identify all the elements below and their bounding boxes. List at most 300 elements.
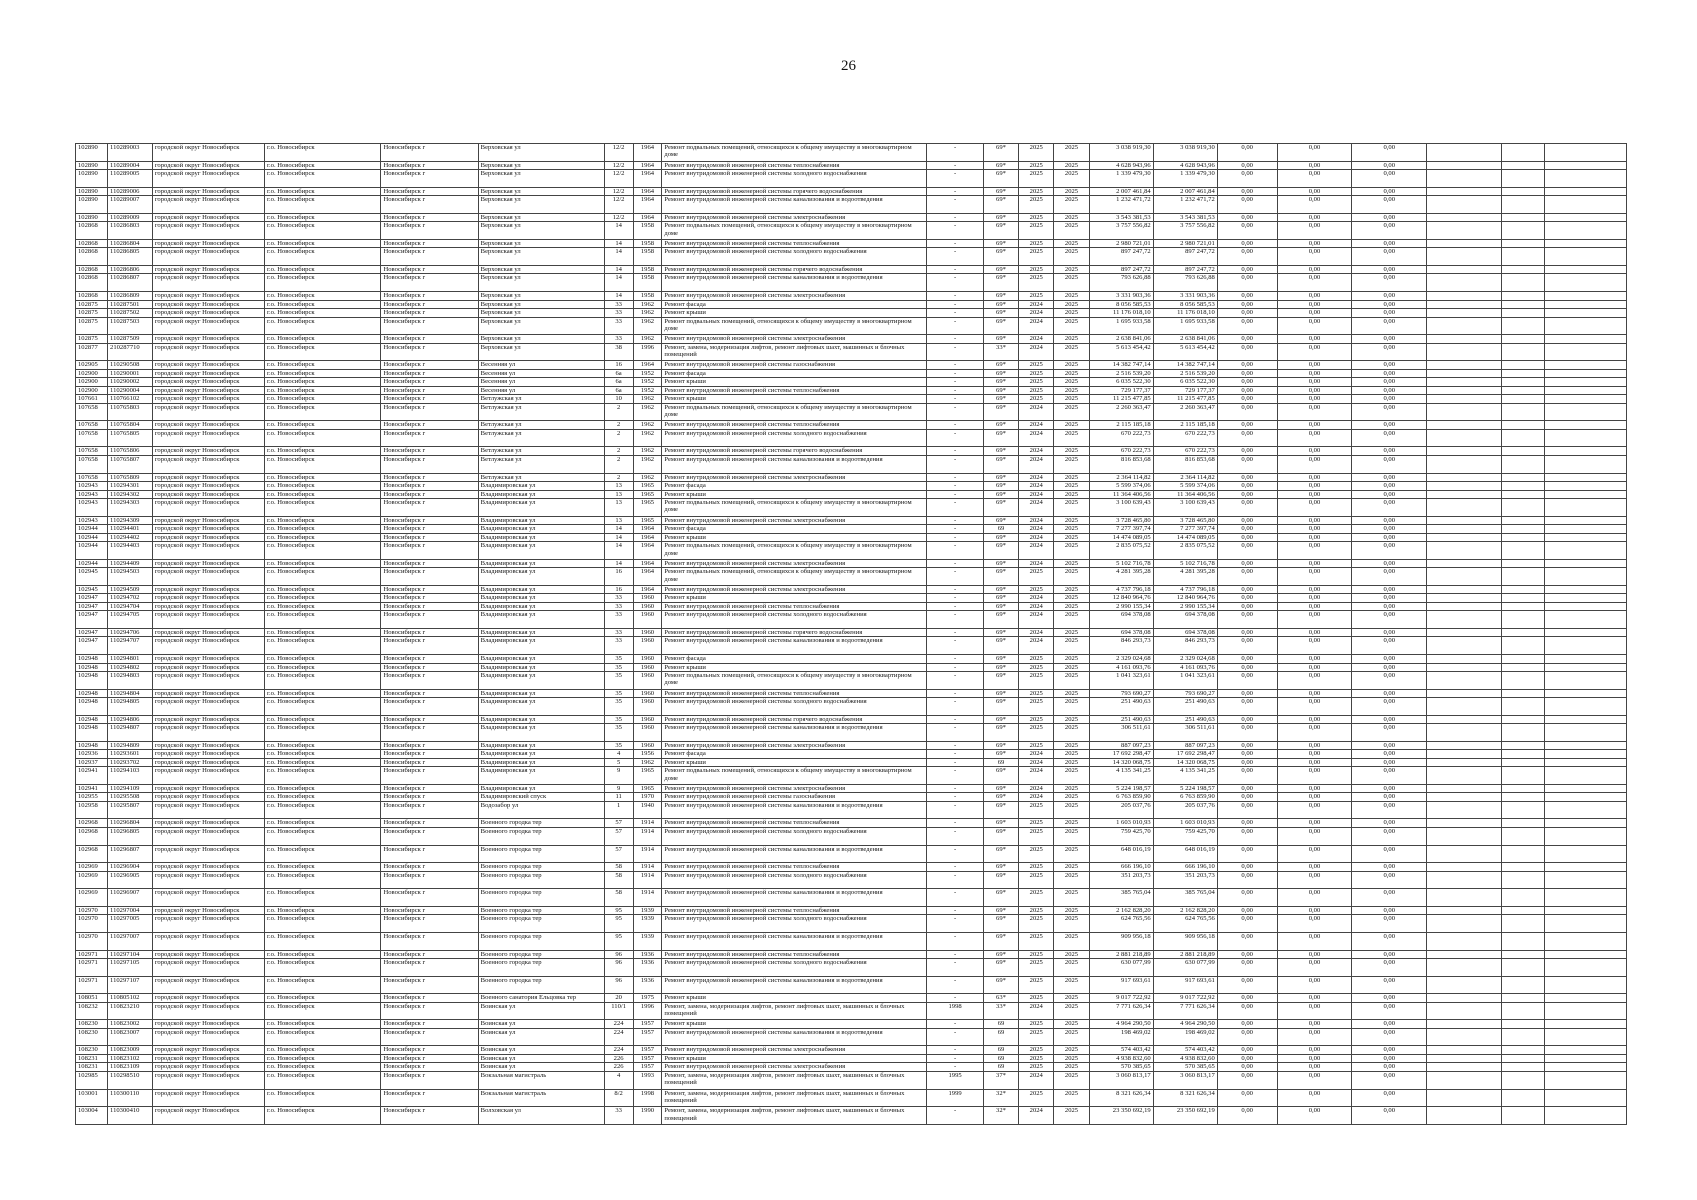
cell-cost-federal: 0,00 [1217, 698, 1277, 716]
cell-cost-owners [1427, 915, 1502, 933]
cell-object-id: 102947 [76, 628, 108, 637]
cell-cost-federal: 0,00 [1217, 274, 1277, 292]
cell-plan-year-start: 2025 [1019, 715, 1054, 724]
cell-cost-local: 0,00 [1352, 187, 1427, 196]
cell-plan-year-end: 2025 [1054, 1020, 1089, 1029]
cell-work-type: Ремонт внутридомовой инженерной системы электроснабжения [662, 1063, 927, 1072]
cell-cost-regional: 0,00 [1277, 889, 1352, 907]
cell-cost-federal: 0,00 [1217, 863, 1277, 872]
cell-cost-total: 9 017 722,92 [1089, 994, 1153, 1003]
cell-house-number: 14 [604, 533, 633, 542]
cell-cost-fund: 198 469,02 [1153, 1028, 1217, 1046]
cell-wear-percent: 69* [983, 906, 1018, 915]
cell-work-id: 110294402 [108, 533, 153, 542]
cell-settlement: Новосибирск г [381, 1028, 478, 1046]
cell-municipality: городской округ Новосибирск [152, 663, 264, 672]
cell-object-id: 102968 [76, 819, 108, 828]
cell-house-number: 35 [604, 724, 633, 742]
cell-extra-b [1544, 343, 1626, 361]
cell-wear-percent: 69* [983, 265, 1018, 274]
cell-cost-fund: 4 135 341,25 [1153, 767, 1217, 785]
cell-plan-year-start: 2025 [1019, 741, 1054, 750]
cell-cost-fund: 793 690,27 [1153, 689, 1217, 698]
cell-house-number: 9 [604, 767, 633, 785]
cell-house-number: 226 [604, 1054, 633, 1063]
cell-street: Воинская ул [478, 1054, 604, 1063]
cell-district: г.о. Новосибирск [265, 455, 381, 473]
cell-house-number: 2 [604, 473, 633, 482]
cell-plan-year-end: 2025 [1054, 317, 1089, 335]
cell-cost-total: 2 162 828,20 [1089, 906, 1153, 915]
cell-cost-federal: 0,00 [1217, 950, 1277, 959]
cell-street: Военного городка тер [478, 950, 604, 959]
cell-district: г.о. Новосибирск [265, 144, 381, 162]
cell-plan-year-end: 2025 [1054, 602, 1089, 611]
table-row [76, 689, 1627, 698]
cell-wear-percent: 69* [983, 196, 1018, 214]
cell-plan-year-start: 2025 [1019, 585, 1054, 594]
cell-build-year: 1960 [633, 698, 662, 716]
cell-municipality: городской округ Новосибирск [152, 959, 264, 977]
cell-build-year: 1958 [633, 239, 662, 248]
cell-last-repair-year: - [927, 482, 984, 491]
cell-plan-year-end: 2025 [1054, 403, 1089, 421]
cell-last-repair-year: - [927, 395, 984, 404]
cell-street: Военного городка тер [478, 959, 604, 977]
cell-house-number: 33 [604, 637, 633, 655]
cell-object-id: 102971 [76, 976, 108, 994]
cell-cost-owners [1427, 819, 1502, 828]
cell-extra-b [1544, 663, 1626, 672]
cell-build-year: 1960 [633, 672, 662, 690]
cell-cost-total: 887 097,23 [1089, 741, 1153, 750]
table-row [76, 300, 1627, 309]
cell-cost-owners [1427, 845, 1502, 863]
cell-plan-year-end: 2025 [1054, 490, 1089, 499]
cell-work-type: Ремонт крыши [662, 395, 927, 404]
cell-street: Верховская ул [478, 213, 604, 222]
table-row [76, 490, 1627, 499]
cell-wear-percent: 69* [983, 490, 1018, 499]
cell-plan-year-end: 2025 [1054, 689, 1089, 698]
cell-street: Владимировская ул [478, 525, 604, 534]
cell-object-id: 102868 [76, 265, 108, 274]
cell-plan-year-start: 2025 [1019, 801, 1054, 819]
cell-settlement: Новосибирск г [381, 222, 478, 240]
cell-cost-total: 14 320 068,75 [1089, 758, 1153, 767]
cell-wear-percent: 69* [983, 292, 1018, 301]
cell-object-id: 102948 [76, 689, 108, 698]
cell-plan-year-end: 2025 [1054, 750, 1089, 759]
cell-cost-regional: 0,00 [1277, 637, 1352, 655]
cell-cost-regional: 0,00 [1277, 378, 1352, 387]
cell-last-repair-year: - [927, 976, 984, 994]
cell-extra-a [1501, 724, 1544, 742]
cell-extra-a [1501, 932, 1544, 950]
cell-build-year: 1965 [633, 482, 662, 491]
cell-cost-owners [1427, 265, 1502, 274]
cell-plan-year-end: 2025 [1054, 655, 1089, 664]
cell-municipality: городской округ Новосибирск [152, 490, 264, 499]
cell-last-repair-year: - [927, 845, 984, 863]
cell-cost-regional: 0,00 [1277, 248, 1352, 266]
cell-plan-year-start: 2024 [1019, 602, 1054, 611]
cell-cost-fund: 12 840 964,76 [1153, 594, 1217, 603]
cell-work-type: Ремонт внутридомовой инженерной системы холодного водоснабжения [662, 611, 927, 629]
cell-cost-federal: 0,00 [1217, 378, 1277, 387]
cell-settlement: Новосибирск г [381, 335, 478, 344]
cell-plan-year-start: 2025 [1019, 819, 1054, 828]
cell-plan-year-end: 2025 [1054, 170, 1089, 188]
cell-wear-percent: 69* [983, 274, 1018, 292]
cell-wear-percent: 69* [983, 239, 1018, 248]
cell-plan-year-start: 2025 [1019, 663, 1054, 672]
table-row [76, 724, 1627, 742]
cell-municipality: городской округ Новосибирск [152, 343, 264, 361]
cell-district: г.о. Новосибирск [265, 403, 381, 421]
cell-cost-regional: 0,00 [1277, 594, 1352, 603]
cell-municipality: городской округ Новосибирск [152, 906, 264, 915]
cell-cost-fund: 816 853,68 [1153, 455, 1217, 473]
cell-municipality: городской округ Новосибирск [152, 1020, 264, 1029]
cell-cost-federal: 0,00 [1217, 827, 1277, 845]
cell-street: Ветлужская ул [478, 455, 604, 473]
cell-cost-owners [1427, 801, 1502, 819]
cell-work-id: 110294801 [108, 655, 153, 664]
cell-wear-percent: 69* [983, 932, 1018, 950]
cell-cost-local: 0,00 [1352, 863, 1427, 872]
cell-extra-b [1544, 602, 1626, 611]
table-row [76, 750, 1627, 759]
cell-settlement: Новосибирск г [381, 473, 478, 482]
cell-cost-local: 0,00 [1352, 473, 1427, 482]
cell-object-id: 102900 [76, 386, 108, 395]
cell-cost-federal: 0,00 [1217, 369, 1277, 378]
cell-plan-year-start: 2024 [1019, 611, 1054, 629]
cell-extra-b [1544, 482, 1626, 491]
cell-extra-b [1544, 386, 1626, 395]
cell-plan-year-start: 2025 [1019, 369, 1054, 378]
cell-object-id: 102941 [76, 784, 108, 793]
cell-work-id: 110766102 [108, 395, 153, 404]
cell-house-number: 12/2 [604, 196, 633, 214]
cell-extra-b [1544, 542, 1626, 560]
cell-cost-owners [1427, 950, 1502, 959]
cell-settlement: Новосибирск г [381, 265, 478, 274]
cell-build-year: 1996 [633, 1002, 662, 1020]
cell-cost-regional: 0,00 [1277, 915, 1352, 933]
cell-house-number: 33 [604, 594, 633, 603]
cell-work-id: 110294705 [108, 611, 153, 629]
cell-extra-a [1501, 655, 1544, 664]
cell-municipality: городской округ Новосибирск [152, 793, 264, 802]
cell-extra-b [1544, 1054, 1626, 1063]
cell-cost-owners [1427, 378, 1502, 387]
table-row [76, 741, 1627, 750]
cell-plan-year-end: 2025 [1054, 1002, 1089, 1020]
cell-work-id: 110300410 [108, 1107, 153, 1125]
cell-extra-b [1544, 309, 1626, 318]
cell-wear-percent: 69* [983, 421, 1018, 430]
cell-extra-a [1501, 144, 1544, 162]
table-row [76, 845, 1627, 863]
cell-municipality: городской округ Новосибирск [152, 628, 264, 637]
cell-build-year: 1914 [633, 871, 662, 889]
cell-wear-percent: 69* [983, 819, 1018, 828]
cell-municipality: городской округ Новосибирск [152, 602, 264, 611]
cell-settlement: Новосибирск г [381, 1020, 478, 1029]
cell-plan-year-end: 2025 [1054, 395, 1089, 404]
cell-object-id: 102969 [76, 871, 108, 889]
cell-house-number: 33 [604, 317, 633, 335]
table-row [76, 715, 1627, 724]
cell-work-id: 110290001 [108, 369, 153, 378]
cell-cost-regional: 0,00 [1277, 482, 1352, 491]
cell-settlement: Новосибирск г [381, 1002, 478, 1020]
cell-district: г.о. Новосибирск [265, 300, 381, 309]
cell-cost-local: 0,00 [1352, 758, 1427, 767]
table-row [76, 976, 1627, 994]
cell-cost-federal: 0,00 [1217, 490, 1277, 499]
table-row [76, 1063, 1627, 1072]
cell-object-id: 102985 [76, 1071, 108, 1089]
cell-cost-federal: 0,00 [1217, 144, 1277, 162]
cell-cost-federal: 0,00 [1217, 994, 1277, 1003]
cell-settlement: Новосибирск г [381, 741, 478, 750]
cell-plan-year-start: 2025 [1019, 724, 1054, 742]
cell-plan-year-end: 2025 [1054, 378, 1089, 387]
cell-cost-fund: 5 224 198,57 [1153, 784, 1217, 793]
cell-cost-owners [1427, 871, 1502, 889]
cell-district: г.о. Новосибирск [265, 335, 381, 344]
cell-cost-total: 897 247,72 [1089, 248, 1153, 266]
cell-cost-federal: 0,00 [1217, 819, 1277, 828]
cell-cost-fund: 3 331 903,36 [1153, 292, 1217, 301]
cell-extra-a [1501, 1071, 1544, 1089]
cell-object-id: 102943 [76, 482, 108, 491]
cell-last-repair-year: - [927, 724, 984, 742]
cell-object-id: 107658 [76, 447, 108, 456]
cell-house-number: 6а [604, 386, 633, 395]
cell-last-repair-year: - [927, 542, 984, 560]
cell-street: Владимировская ул [478, 628, 604, 637]
cell-house-number: 95 [604, 932, 633, 950]
cell-extra-a [1501, 292, 1544, 301]
cell-extra-a [1501, 672, 1544, 690]
cell-last-repair-year: - [927, 213, 984, 222]
cell-cost-local: 0,00 [1352, 959, 1427, 977]
cell-build-year: 1964 [633, 568, 662, 586]
cell-plan-year-start: 2025 [1019, 906, 1054, 915]
cell-extra-b [1544, 196, 1626, 214]
table-row [76, 793, 1627, 802]
cell-wear-percent: 69* [983, 689, 1018, 698]
cell-extra-a [1501, 994, 1544, 1003]
cell-last-repair-year: - [927, 361, 984, 370]
cell-work-type: Ремонт крыши [662, 994, 927, 1003]
cell-work-id: 110289007 [108, 196, 153, 214]
cell-plan-year-end: 2025 [1054, 300, 1089, 309]
cell-district: г.о. Новосибирск [265, 889, 381, 907]
cell-last-repair-year: - [927, 906, 984, 915]
cell-cost-owners [1427, 1028, 1502, 1046]
cell-cost-total: 3 060 813,17 [1089, 1071, 1153, 1089]
cell-street: Владимировская ул [478, 663, 604, 672]
cell-plan-year-end: 2025 [1054, 959, 1089, 977]
cell-work-id: 110300110 [108, 1089, 153, 1107]
cell-extra-b [1544, 845, 1626, 863]
cell-cost-regional: 0,00 [1277, 455, 1352, 473]
table-row [76, 542, 1627, 560]
cell-work-id: 110298510 [108, 1071, 153, 1089]
cell-wear-percent: 69* [983, 533, 1018, 542]
cell-street: Вокзальная магистраль [478, 1089, 604, 1107]
cell-cost-regional: 0,00 [1277, 395, 1352, 404]
cell-plan-year-start: 2024 [1019, 473, 1054, 482]
cell-extra-b [1544, 784, 1626, 793]
cell-cost-federal: 0,00 [1217, 335, 1277, 344]
cell-municipality: городской округ Новосибирск [152, 447, 264, 456]
cell-work-id: 110294401 [108, 525, 153, 534]
cell-plan-year-start: 2024 [1019, 628, 1054, 637]
cell-settlement: Новосибирск г [381, 309, 478, 318]
cell-cost-total: 1 041 323,61 [1089, 672, 1153, 690]
cell-work-type: Ремонт фасада [662, 369, 927, 378]
cell-plan-year-start: 2024 [1019, 793, 1054, 802]
cell-cost-regional: 0,00 [1277, 950, 1352, 959]
cell-plan-year-start: 2024 [1019, 482, 1054, 491]
cell-cost-regional: 0,00 [1277, 1107, 1352, 1125]
cell-plan-year-end: 2025 [1054, 1063, 1089, 1072]
cell-work-type: Ремонт внутридомовой инженерной системы канализования и водоотведения [662, 455, 927, 473]
cell-plan-year-end: 2025 [1054, 1028, 1089, 1046]
cell-cost-local: 0,00 [1352, 161, 1427, 170]
cell-work-id: 110289009 [108, 213, 153, 222]
cell-work-type: Ремонт внутридомовой инженерной системы электроснабжения [662, 335, 927, 344]
cell-cost-total: 11 364 406,56 [1089, 490, 1153, 499]
cell-cost-local: 0,00 [1352, 663, 1427, 672]
cell-work-id: 110290508 [108, 361, 153, 370]
cell-cost-federal: 0,00 [1217, 473, 1277, 482]
cell-build-year: 1960 [633, 741, 662, 750]
cell-plan-year-end: 2025 [1054, 1046, 1089, 1055]
cell-cost-owners [1427, 1089, 1502, 1107]
table-row [76, 386, 1627, 395]
cell-street: Владимировская ул [478, 516, 604, 525]
cell-extra-a [1501, 369, 1544, 378]
cell-work-id: 110823009 [108, 1046, 153, 1055]
cell-cost-regional: 0,00 [1277, 827, 1352, 845]
cell-cost-local: 0,00 [1352, 196, 1427, 214]
cell-cost-fund: 887 097,23 [1153, 741, 1217, 750]
cell-cost-owners [1427, 689, 1502, 698]
cell-object-id: 103001 [76, 1089, 108, 1107]
cell-object-id: 102900 [76, 378, 108, 387]
cell-work-type: Ремонт внутридомовой инженерной системы холодного водоснабжения [662, 871, 927, 889]
cell-cost-fund: 2 115 185,18 [1153, 421, 1217, 430]
cell-extra-a [1501, 378, 1544, 387]
cell-last-repair-year: - [927, 585, 984, 594]
cell-object-id: 102970 [76, 906, 108, 915]
cell-extra-a [1501, 784, 1544, 793]
cell-cost-total: 4 161 093,76 [1089, 663, 1153, 672]
cell-house-number: 14 [604, 239, 633, 248]
cell-extra-b [1544, 525, 1626, 534]
cell-cost-fund: 574 403,42 [1153, 1046, 1217, 1055]
cell-plan-year-start: 2025 [1019, 187, 1054, 196]
cell-cost-regional: 0,00 [1277, 170, 1352, 188]
cell-build-year: 1914 [633, 863, 662, 872]
cell-plan-year-start: 2025 [1019, 361, 1054, 370]
cell-work-id: 110765806 [108, 447, 153, 456]
table-row [76, 213, 1627, 222]
table-row [76, 568, 1627, 586]
cell-plan-year-start: 2025 [1019, 196, 1054, 214]
cell-street: Волховская ул [478, 1107, 604, 1125]
cell-extra-a [1501, 335, 1544, 344]
cell-settlement: Новосибирск г [381, 793, 478, 802]
cell-municipality: городской округ Новосибирск [152, 637, 264, 655]
cell-wear-percent: 69* [983, 473, 1018, 482]
cell-cost-total: 759 425,70 [1089, 827, 1153, 845]
cell-build-year: 1957 [633, 1063, 662, 1072]
table-row [76, 248, 1627, 266]
cell-cost-regional: 0,00 [1277, 1063, 1352, 1072]
cell-plan-year-end: 2025 [1054, 568, 1089, 586]
cell-object-id: 102948 [76, 741, 108, 750]
cell-cost-fund: 14 382 747,14 [1153, 361, 1217, 370]
cell-extra-a [1501, 1089, 1544, 1107]
table-row [76, 871, 1627, 889]
cell-extra-b [1544, 932, 1626, 950]
cell-last-repair-year: - [927, 317, 984, 335]
cell-work-id: 110294803 [108, 672, 153, 690]
cell-cost-owners [1427, 161, 1502, 170]
table-row [76, 170, 1627, 188]
cell-build-year: 1962 [633, 309, 662, 318]
table-row [76, 187, 1627, 196]
cell-wear-percent: 69* [983, 361, 1018, 370]
table-row [76, 274, 1627, 292]
cell-extra-a [1501, 741, 1544, 750]
cell-cost-federal: 0,00 [1217, 1002, 1277, 1020]
cell-wear-percent: 69* [983, 959, 1018, 977]
cell-house-number: 16 [604, 568, 633, 586]
cell-cost-federal: 0,00 [1217, 767, 1277, 785]
cell-street: Военного городка тер [478, 863, 604, 872]
cell-cost-fund: 8 056 585,53 [1153, 300, 1217, 309]
cell-plan-year-end: 2025 [1054, 1107, 1089, 1125]
cell-street: Владимировская ул [478, 585, 604, 594]
cell-plan-year-start: 2024 [1019, 516, 1054, 525]
cell-cost-total: 2 835 075,52 [1089, 542, 1153, 560]
cell-object-id: 102948 [76, 663, 108, 672]
cell-wear-percent: 69* [983, 915, 1018, 933]
cell-plan-year-end: 2025 [1054, 871, 1089, 889]
cell-last-repair-year: - [927, 915, 984, 933]
cell-cost-regional: 0,00 [1277, 1054, 1352, 1063]
cell-municipality: городской округ Новосибирск [152, 378, 264, 387]
cell-cost-owners [1427, 906, 1502, 915]
cell-cost-fund: 2 835 075,52 [1153, 542, 1217, 560]
table-row [76, 628, 1627, 637]
table-row [76, 819, 1627, 828]
cell-street: Военного городка тер [478, 871, 604, 889]
cell-work-type: Ремонт внутридомовой инженерной системы теплоснабжения [662, 239, 927, 248]
cell-house-number: 16 [604, 585, 633, 594]
cell-street: Владимировская ул [478, 767, 604, 785]
cell-house-number: 110/1 [604, 1002, 633, 1020]
